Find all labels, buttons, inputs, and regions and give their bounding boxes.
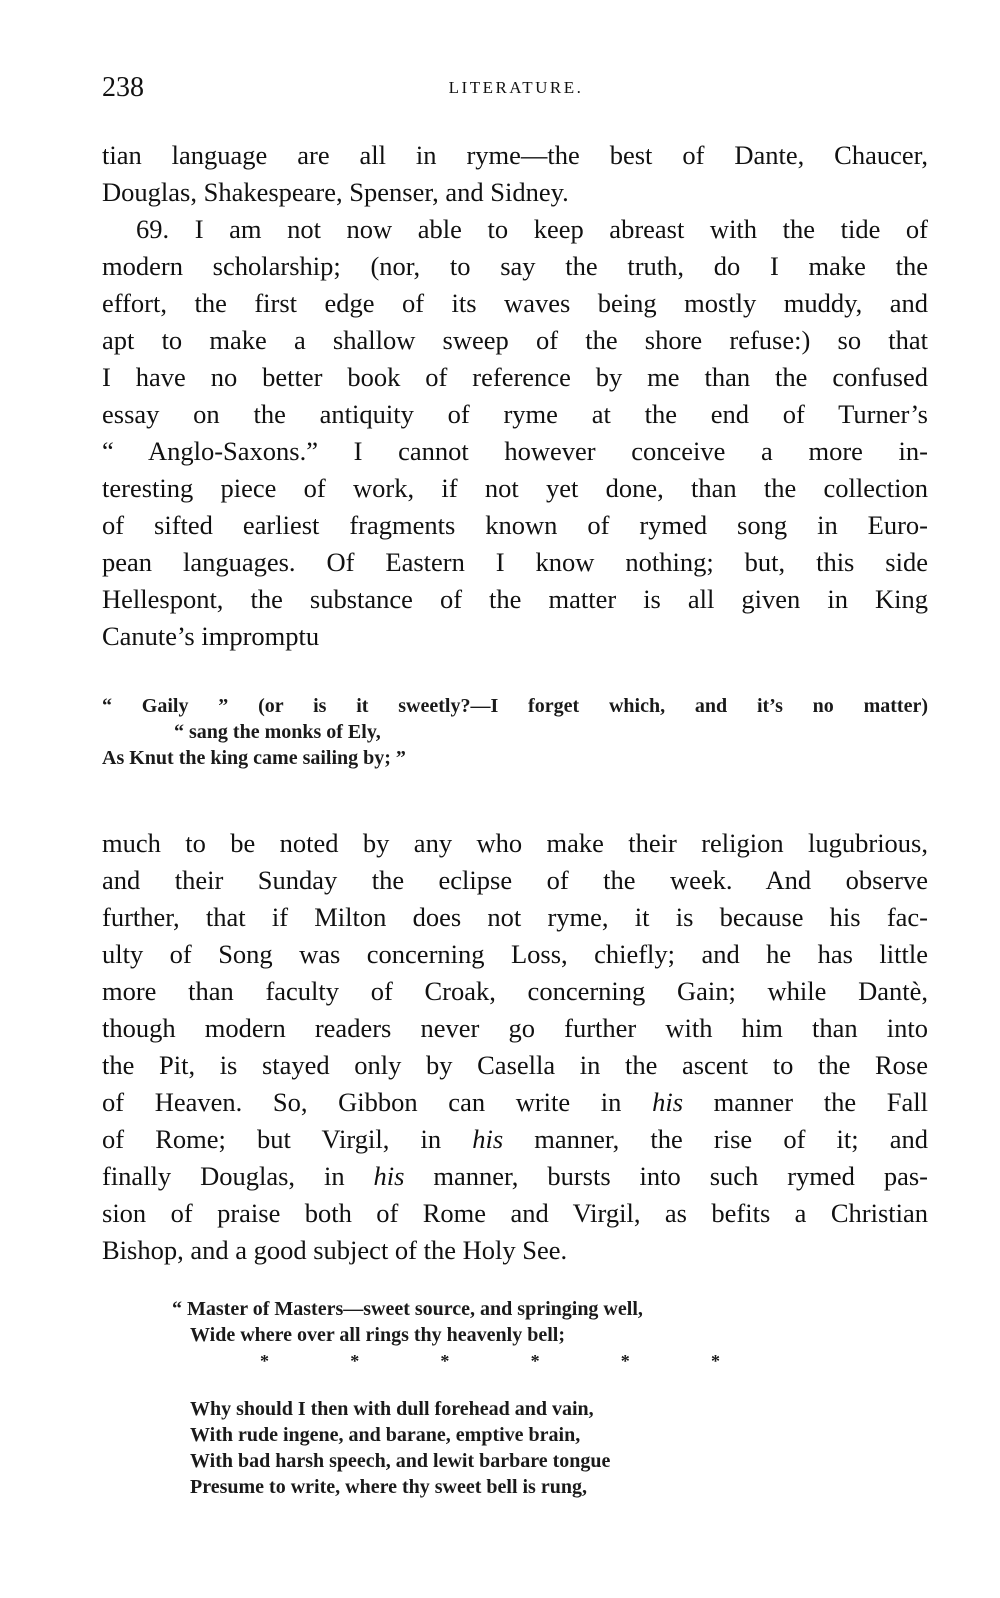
text-line: Hellespont, the substance of the matter is all given in King (102, 584, 928, 614)
page-number: 238 (102, 72, 144, 103)
text-line: teresting piece of work, if not yet done, than the collection (102, 473, 928, 503)
text-line (102, 1158, 928, 1195)
verse-line: “ Gaily ” (or is it sweetly?—I forget which, and it’s no matter) (102, 695, 928, 717)
verse-line: Why should I then with dull forehead and vain, (190, 1398, 594, 1420)
verse-line: With rude ingene, and barane, emptive brain, (190, 1424, 581, 1446)
text-line: 69. I am not now able to keep abreast with the tide of (136, 214, 928, 244)
verse-line: Wide where over all rings thy heavenly bell; (190, 1324, 565, 1346)
verse-line: “ sang the monks of Ely, (174, 721, 381, 743)
page-header (102, 70, 930, 110)
verse-line: With bad harsh speech, and lewit barbare tongue (190, 1450, 611, 1472)
emphasis-his: his (373, 1161, 405, 1191)
asterisk: * (350, 1351, 360, 1371)
text-line (102, 1084, 928, 1121)
text-line: ulty of Song was concerning Loss, chiefly; and he has little (102, 939, 928, 969)
text-line: essay on the antiquity of ryme at the end of Turner’s (102, 399, 928, 429)
text-line: Douglas, Shakespeare, Spenser, and Sidney. (102, 177, 569, 207)
emphasis-his: his (472, 1124, 504, 1154)
verse-line: Presume to write, where thy sweet bell is rung, (190, 1476, 587, 1498)
text-fragment: finally Douglas, in (102, 1161, 374, 1191)
text-line: I have no better book of reference by me than the confused (102, 362, 928, 392)
emphasis-his: his (652, 1087, 684, 1117)
verse-quotation-canute (102, 693, 928, 771)
text-line: the Pit, is stayed only by Casella in the ascent to the Rose (102, 1050, 928, 1080)
asterisk: * (620, 1351, 630, 1371)
text-line: effort, the first edge of its waves being mostly muddy, and (102, 288, 928, 318)
text-line: though modern readers never go further with him than into (102, 1013, 928, 1043)
text-line: tian language are all in ryme—the best of Dante, Chaucer, (102, 140, 928, 170)
asterisk: * (260, 1351, 269, 1371)
asterism-separator (172, 1348, 720, 1374)
text-line: much to be noted by any who make their religion lugubrious, (102, 828, 928, 858)
text-line: sion of praise both of Rome and Virgil, as befits a Christian (102, 1198, 928, 1228)
text-fragment: manner, the rise of it; and (503, 1124, 928, 1154)
asterisk: * (530, 1351, 540, 1371)
running-head: LITERATURE. (448, 78, 584, 97)
text-line: Canute’s impromptu (102, 621, 320, 651)
text-line: modern scholarship; (nor, to say the truth, do I make the (102, 251, 928, 281)
text-line: further, that if Milton does not ryme, it is because his fac- (102, 902, 928, 932)
asterisk: * (440, 1351, 450, 1371)
text-line: more than faculty of Croak, concerning Gain; while Dantè, (102, 976, 928, 1006)
verse-line: “ Master of Masters—sweet source, and springing well, (172, 1298, 643, 1320)
text-line: of sifted earliest fragments known of rymed song in Euro- (102, 510, 928, 540)
text-line: apt to make a shallow sweep of the shore refuse:) so that (102, 325, 928, 355)
text-line: Bishop, and a good subject of the Holy See. (102, 1235, 568, 1265)
verse-quotation-douglas (172, 1296, 852, 1500)
paragraph-69 (102, 211, 928, 655)
text-line: “ Anglo-Saxons.” I cannot however conceive a more in- (102, 436, 928, 466)
stanza-gap (172, 1374, 852, 1396)
asterisk: * (710, 1351, 720, 1371)
paragraph-continuation-milton (102, 825, 928, 1269)
text-fragment: manner, bursts into such rymed pas- (404, 1161, 928, 1191)
paragraph-continuation (102, 137, 928, 211)
verse-line: As Knut the king came sailing by; ” (102, 747, 406, 769)
text-fragment: of Heaven. So, Gibbon can write in (102, 1087, 653, 1117)
text-fragment: of Rome; but Virgil, in (102, 1124, 473, 1154)
text-line: pean languages. Of Eastern I know nothing; but, this side (102, 547, 928, 577)
text-fragment: manner the Fall (683, 1087, 929, 1117)
text-line: and their Sunday the eclipse of the week. And observe (102, 865, 928, 895)
text-line (102, 1121, 928, 1158)
